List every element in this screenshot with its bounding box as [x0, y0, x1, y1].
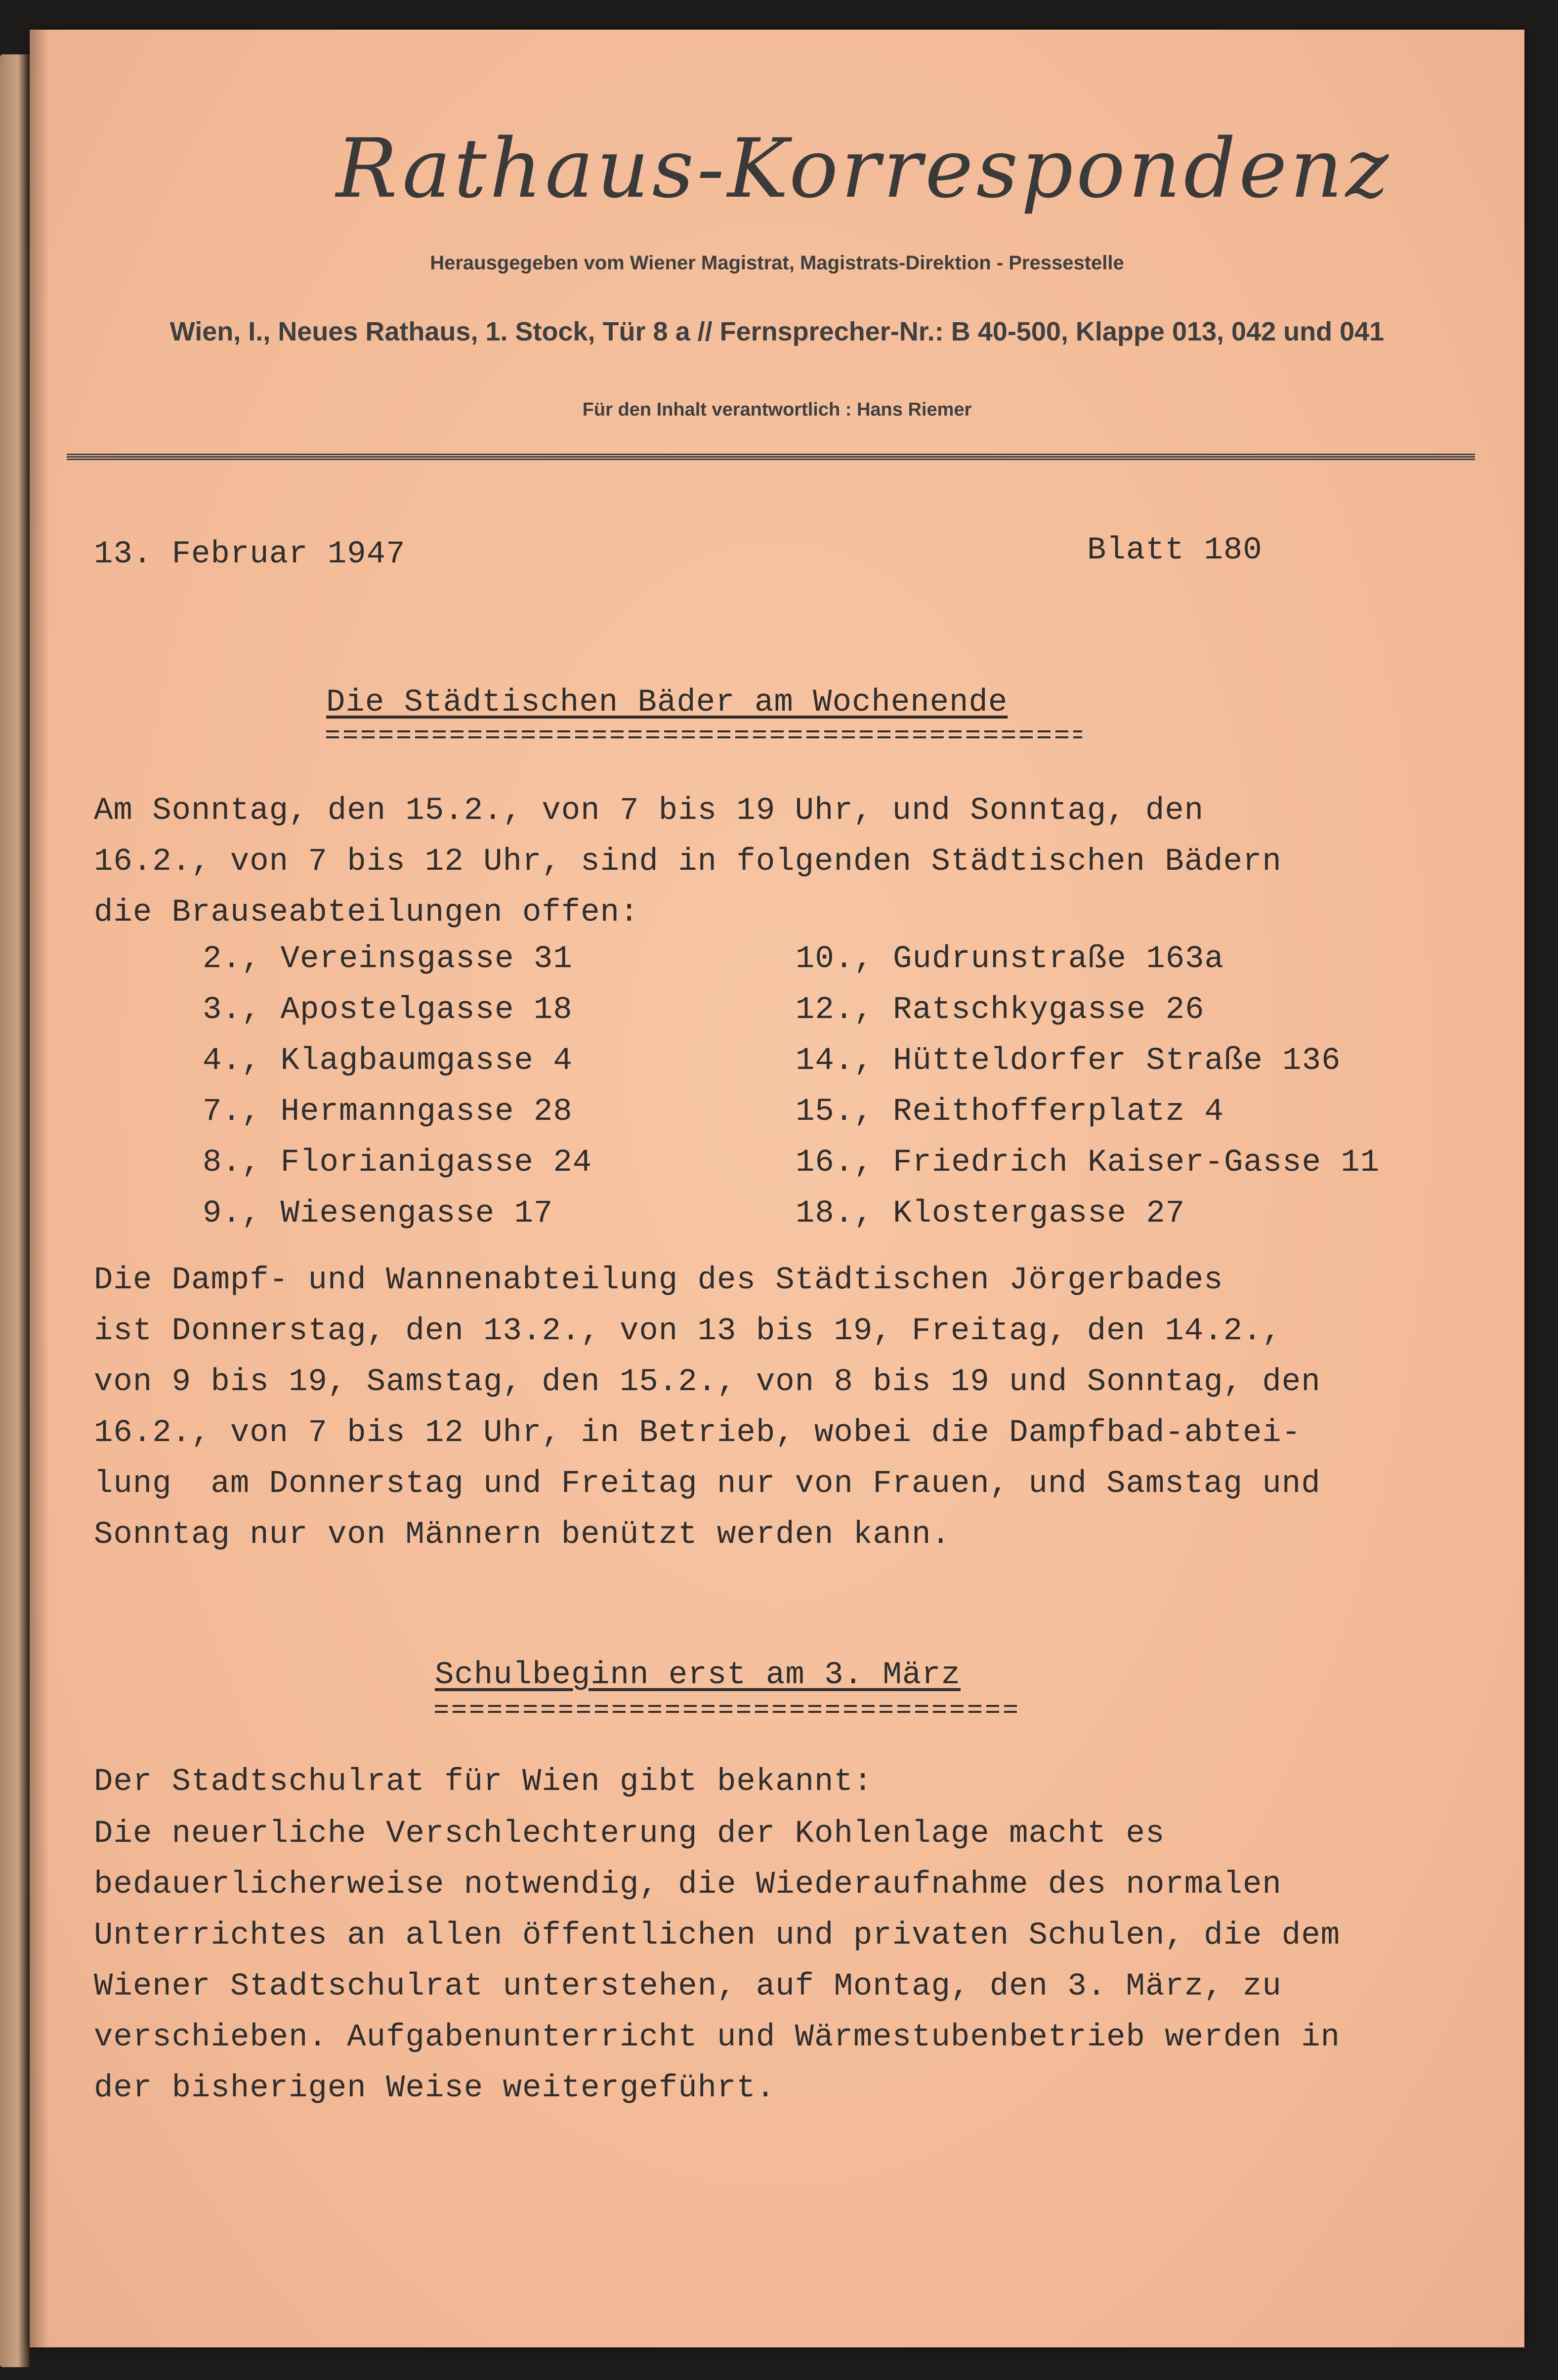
masthead-responsible: Für den Inhalt verantwortlich : Hans Riemer	[582, 399, 972, 420]
issue-date: 13. Februar 1947	[94, 537, 406, 572]
list-item: 4., Klagbaumgasse 4	[203, 1043, 573, 1079]
list-item: 16., Friedrich Kaiser-Gasse 11	[796, 1145, 1380, 1181]
text-line: lung am Donnerstag und Freitag nur von Frauen, und Samstag und	[94, 1466, 1321, 1502]
text-line: der bisherigen Weise weitergeführt.	[94, 2071, 776, 2106]
list-item: 14., Hütteldorfer Straße 136	[796, 1043, 1341, 1079]
text-line: Wiener Stadtschulrat unterstehen, auf Montag, den 3. März, zu	[94, 1969, 1282, 2004]
text-line: verschieben. Aufgabenunterricht und Wärmestubenbetrieb werden in	[94, 2020, 1340, 2055]
list-item: 3., Apostelgasse 18	[203, 992, 573, 1028]
text-line: die Brauseabteilungen offen:	[94, 895, 639, 931]
list-item: 15., Reithofferplatz 4	[796, 1094, 1224, 1130]
article-1-heading: Die Städtischen Bäder am Wochenende	[326, 685, 1008, 721]
article-2-heading: Schulbeginn erst am 3. März	[435, 1658, 961, 1693]
masthead-title: Rathaus-Korrespondenz	[336, 121, 1391, 216]
text-line: Am Sonntag, den 15.2., von 7 bis 19 Uhr, und Sonntag, den	[94, 793, 1204, 829]
list-item: 2., Vereinsgasse 31	[203, 941, 573, 977]
text-line: Die neuerliche Verschlechterung der Kohlenlage macht es	[94, 1816, 1165, 1852]
article-1-heading-underline	[326, 730, 1082, 739]
list-item: 10., Gudrunstraße 163a	[796, 941, 1224, 977]
list-item: 7., Hermanngasse 28	[203, 1094, 573, 1130]
list-item: 9., Wiesengasse 17	[203, 1196, 553, 1232]
masthead-publisher: Herausgegeben vom Wiener Magistrat, Magistrats-Direktion - Pressestelle	[430, 252, 1124, 274]
masthead-rule	[67, 454, 1475, 461]
text-line: 16.2., von 7 bis 12 Uhr, in Betrieb, wobei die Dampfbad-abtei-	[94, 1415, 1302, 1451]
page-binding-shadow	[30, 30, 49, 2347]
document-page	[30, 30, 1524, 2347]
article-2-heading-underline	[435, 1705, 1018, 1714]
masthead-address: Wien, I., Neues Rathaus, 1. Stock, Tür 8 a // Fernsprecher-Nr.: B 40-500, Klappe 013, 042 und 041	[169, 317, 1385, 346]
text-line: bedauerlicherweise notwendig, die Wiederaufnahme des normalen	[94, 1867, 1282, 1903]
text-line: Unterrichtes an allen öffentlichen und privaten Schulen, die dem	[94, 1918, 1340, 1954]
text-line: von 9 bis 19, Samstag, den 15.2., von 8 bis 19 und Sonntag, den	[94, 1364, 1321, 1400]
bath-list-left	[203, 934, 592, 1239]
article-2-body	[94, 1809, 1340, 2114]
text-line: Die Dampf- und Wannenabteilung des Städtischen Jörgerbades	[94, 1263, 1223, 1298]
article-1-intro	[94, 786, 1282, 938]
article-1-body	[94, 1255, 1321, 1561]
text-line: Sonntag nur von Männern benützt werden kann.	[94, 1517, 951, 1553]
adjacent-page-edge	[0, 54, 30, 2367]
sheet-number: Blatt 180	[1087, 533, 1263, 568]
article-2-lead: Der Stadtschulrat für Wien gibt bekannt:	[94, 1764, 873, 1800]
list-item: 12., Ratschkygasse 26	[796, 992, 1205, 1028]
list-item: 18., Klostergasse 27	[796, 1196, 1185, 1232]
bath-list-right	[796, 934, 1380, 1239]
list-item: 8., Florianigasse 24	[203, 1145, 592, 1181]
text-line: ist Donnerstag, den 13.2., von 13 bis 19, Freitag, den 14.2.,	[94, 1314, 1282, 1349]
text-line: 16.2., von 7 bis 12 Uhr, sind in folgenden Städtischen Bädern	[94, 844, 1282, 880]
